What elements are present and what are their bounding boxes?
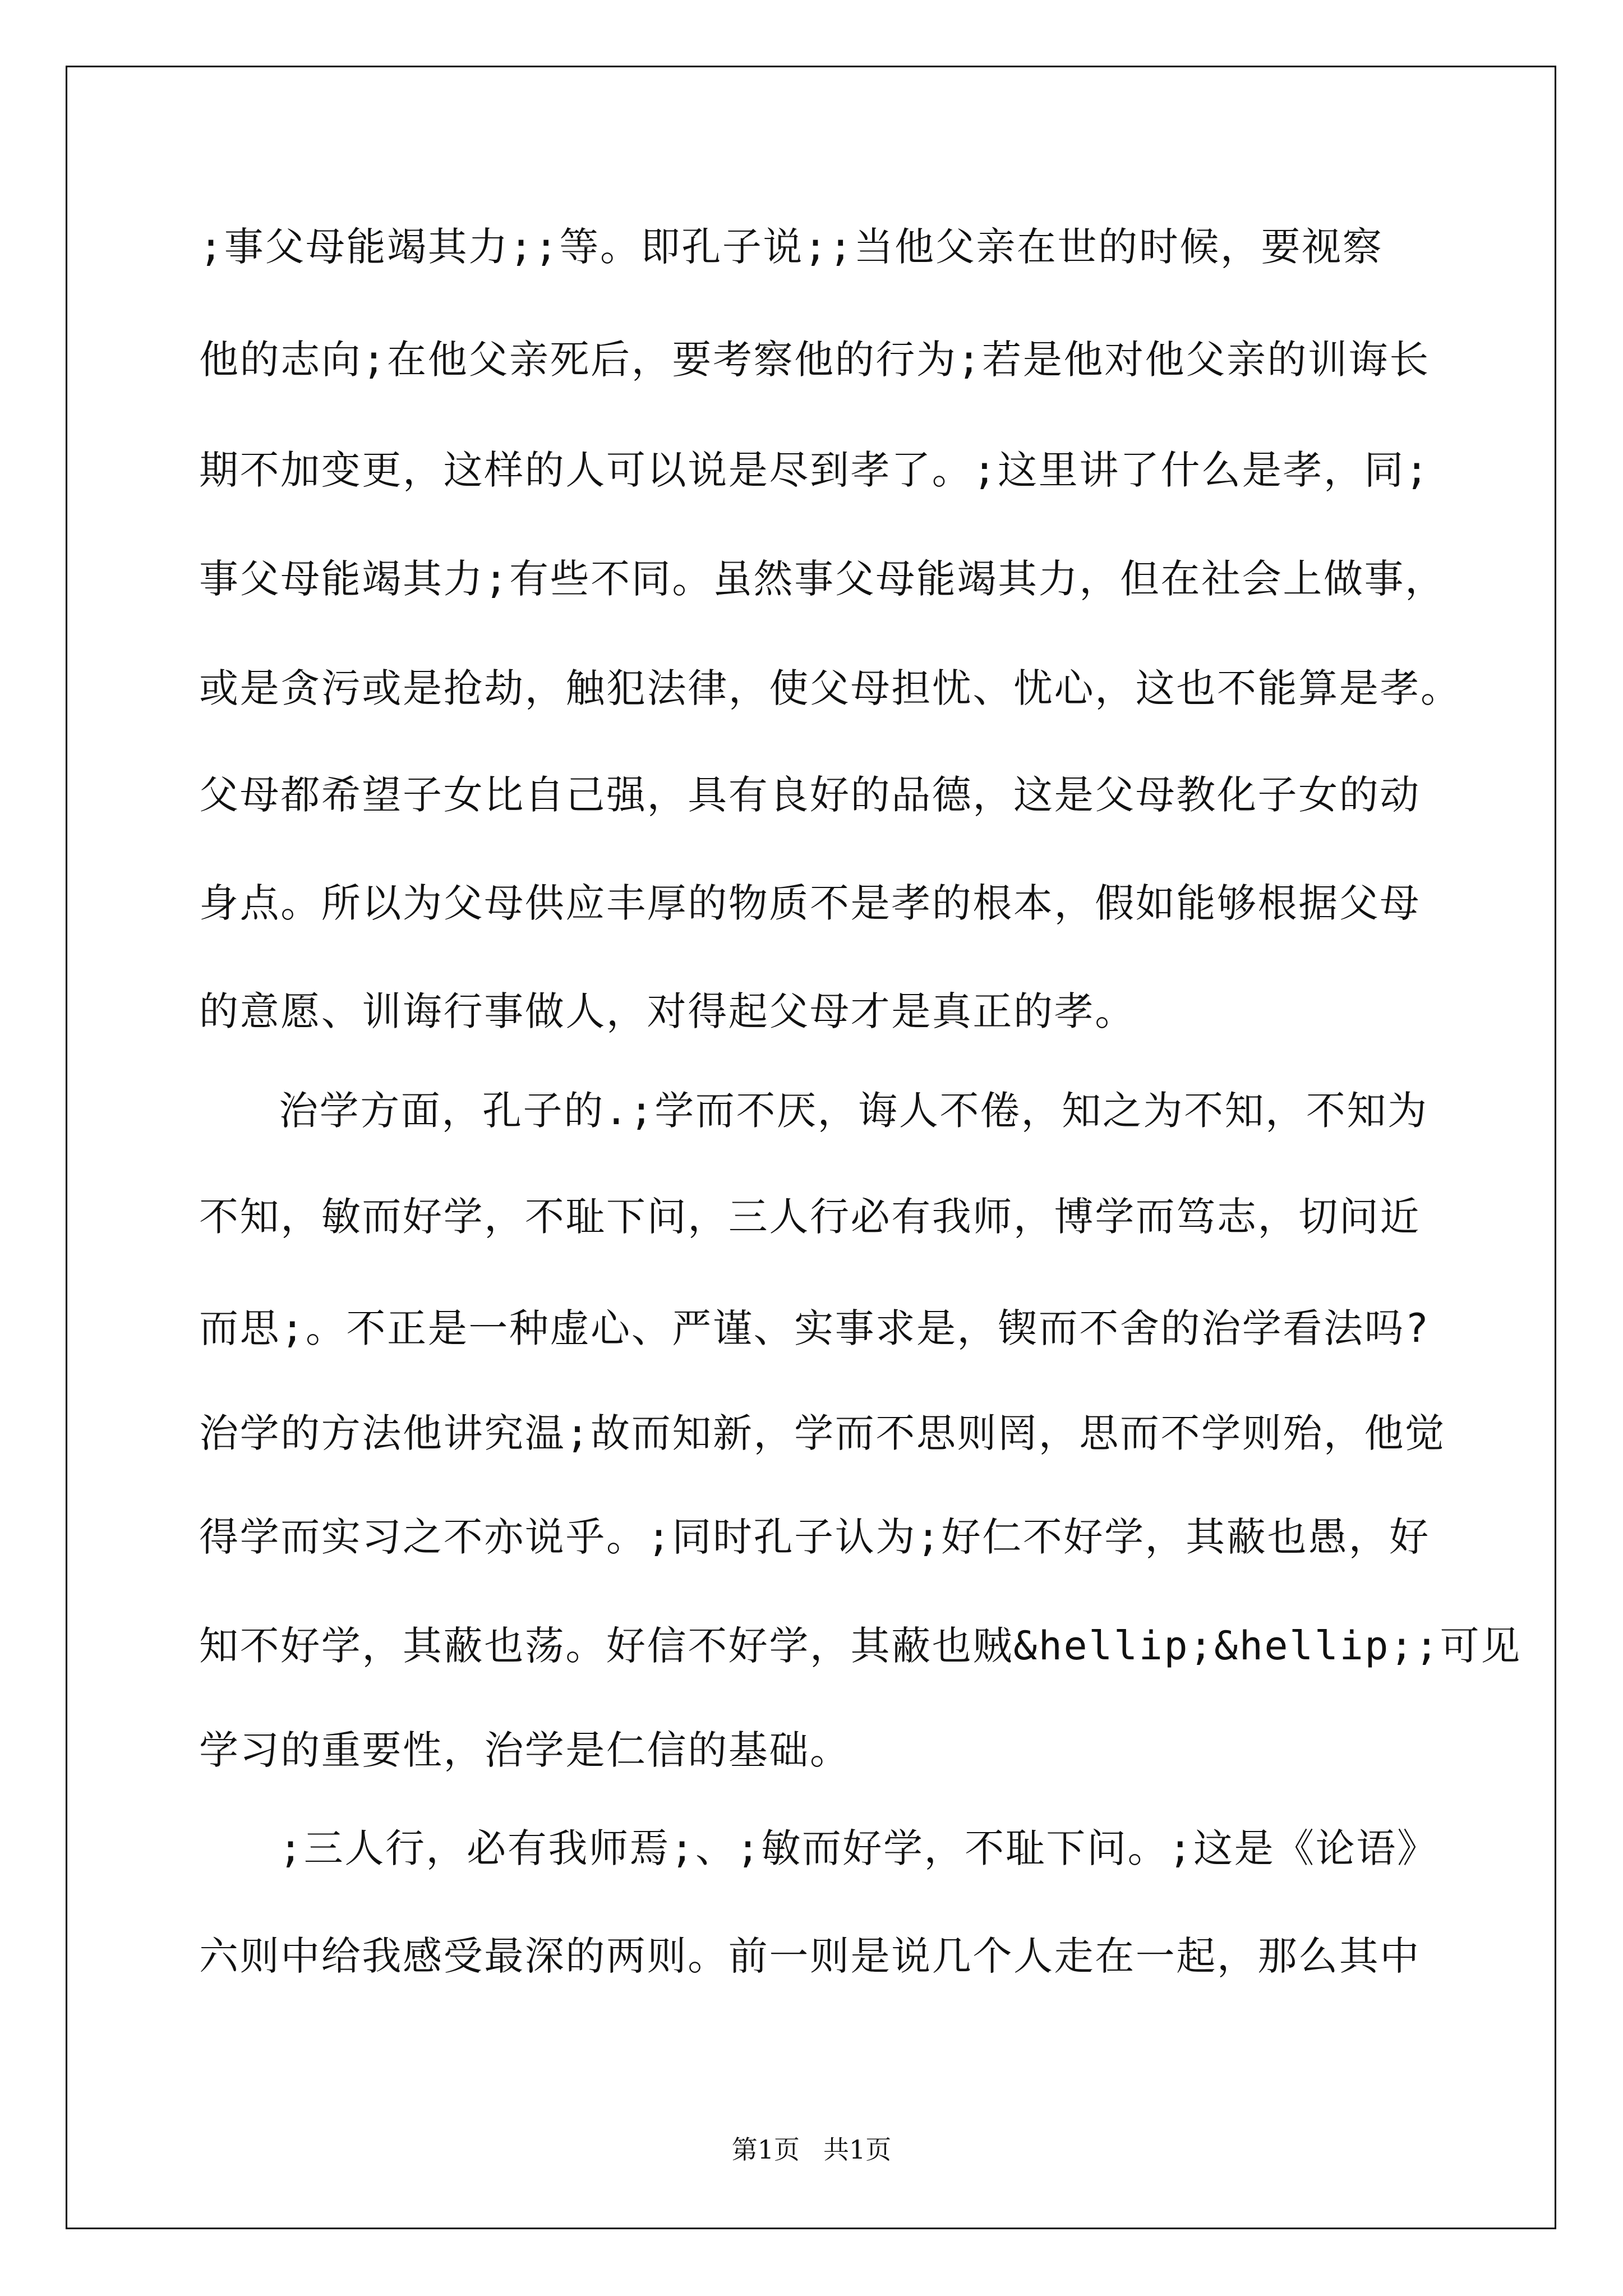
paragraph-1-line-3: 期不加变更，这样的人可以说是尽到孝了。;这里讲了什么是孝，同; — [199, 447, 1430, 493]
paragraph-1-line-8: 的意愿、训诲行事做人，对得起父母才是真正的孝。 — [199, 988, 1136, 1034]
paragraph-2-line-3: 而思;。不正是一种虚心、严谨、实事求是，锲而不舍的治学看法吗? — [199, 1305, 1430, 1351]
page-number-label: 第1页 — [731, 2134, 800, 2165]
paragraph-2-line-7: 学习的重要性，治学是仁信的基础。 — [199, 1727, 851, 1773]
paragraph-1-line-5: 或是贪污或是抢劫，触犯法律，使父母担忧、忧心，这也不能算是孝。 — [199, 665, 1461, 711]
paragraph-1-line-6: 父母都希望子女比自己强，具有良好的品德，这是父母教化子女的动 — [199, 772, 1421, 818]
paragraph-3-line-2: 六则中给我感受最深的两则。前一则是说几个人走在一起，那么其中 — [199, 1933, 1421, 1979]
page-footer — [0, 2129, 1623, 2166]
total-pages-label: 共1页 — [823, 2134, 892, 2165]
paragraph-2-line-6: 知不好学，其蔽也荡。好信不好学，其蔽也贼&hellip;&hellip;;可见 — [199, 1623, 1521, 1669]
paragraph-2-line-5: 得学而实习之不亦说乎。;同时孔子认为;好仁不好学，其蔽也愚，好 — [199, 1514, 1430, 1560]
paragraph-1-line-1: ;事父母能竭其力;;等。即孔子说;;当他父亲在世的时候，要视察 — [199, 224, 1384, 270]
paragraph-1-line-7: 身点。所以为父母供应丰厚的物质不是孝的根本，假如能够根据父母 — [199, 880, 1421, 926]
paragraph-2-line-2: 不知，敏而好学，不耻下问，三人行必有我师，博学而笃志，切问近 — [199, 1194, 1421, 1240]
paragraph-2-line-4: 治学的方法他讲究温;故而知新，学而不思则罔，思而不学则殆，他觉 — [199, 1410, 1446, 1456]
paragraph-1-line-2: 他的志向;在他父亲死后，要考察他的行为;若是他对他父亲的训诲长 — [199, 337, 1430, 383]
paragraph-1-line-4: 事父母能竭其力;有些不同。虽然事父母能竭其力，但在社会上做事， — [199, 556, 1446, 602]
paragraph-3-line-1: ;三人行，必有我师焉;、;敏而好学，不耻下问。;这是《论语》 — [279, 1825, 1438, 1871]
paragraph-2-line-1: 治学方面，孔子的.;学而不厌，诲人不倦，知之为不知，不知为 — [279, 1088, 1428, 1134]
page-border — [66, 66, 1556, 2229]
